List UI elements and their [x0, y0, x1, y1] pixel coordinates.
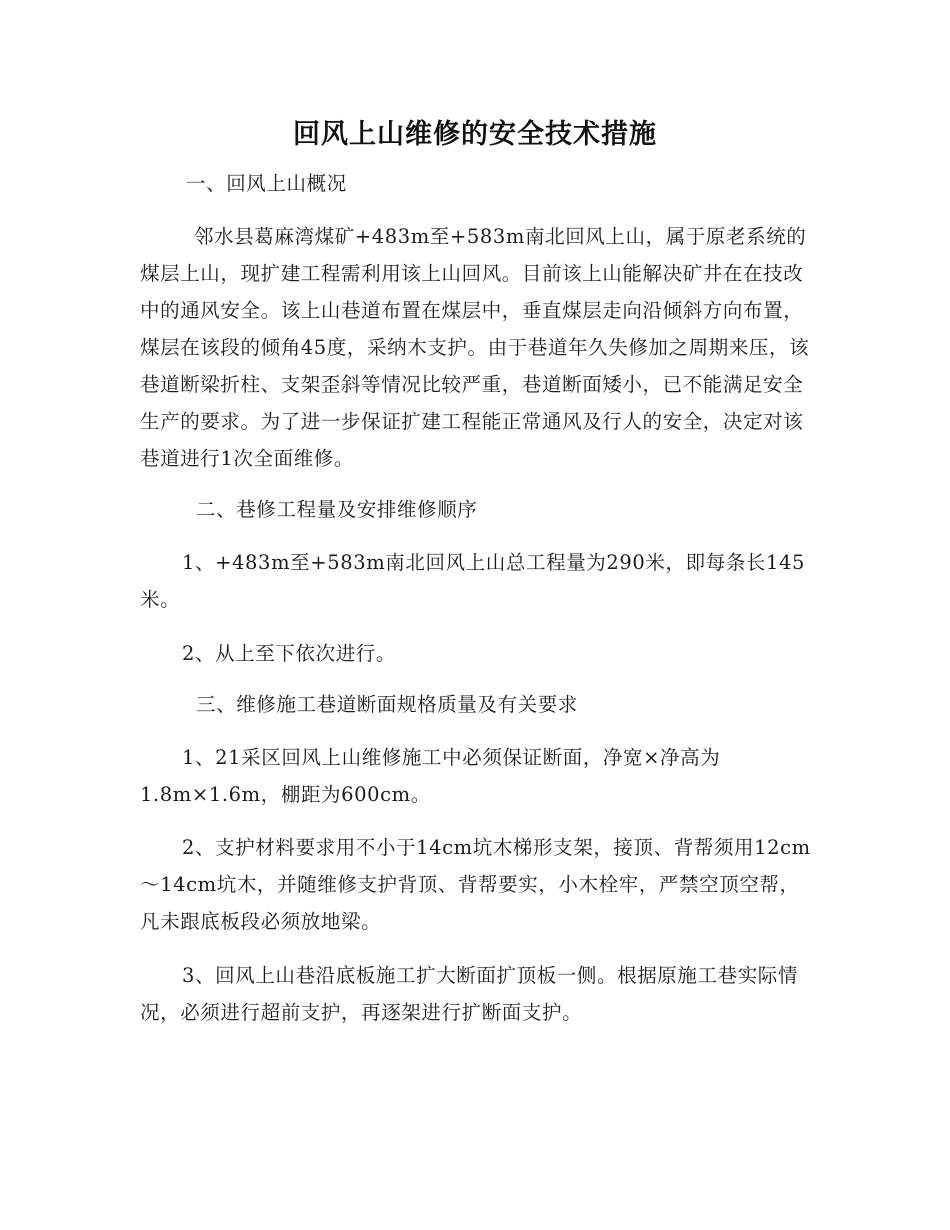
- section-3-paragraph-3: 3、回风上山巷沿底板施工扩大断面扩顶板一侧。根据原施工巷实际情况，必须进行超前支护，再逐架进行扩断面支护。: [140, 964, 799, 1024]
- document-title: 回风上山维修的安全技术措施: [293, 119, 657, 150]
- section-3-paragraph-2: 2、支护材料要求用不小于14cm坑木梯形支架，接顶、背帮须用12cm～14cm坑木，并随维修支护背顶、背帮要实，小木栓牢，严禁空顶空帮，凡未跟底板段必须放地梁。: [140, 836, 811, 933]
- section-heading-3: 三、维修施工巷道断面规格质量及有关要求: [196, 693, 578, 716]
- section-2-paragraph-1: 1、+483m至+583m南北回风上山总工程量为290米，即每条长145米。: [140, 551, 806, 611]
- section-1-paragraph-1: 邻水县葛麻湾煤矿+483m至+583m南北回风上山，属于原老系统的煤层上山，现扩建工程需利用该上山回风。目前该上山能解决矿井在在技改中的通风安全。该上山巷道布置在煤层中，垂直煤层走向沿倾斜方向布置，煤层在该段的倾角45度，采纳木支护。由于巷道年久失修加之周期来压，该巷道断梁折柱、支架歪斜等情况比较严重，巷道断面矮小，已不能满足安全生产的要求。为了进一步保证扩建工程能正常通风及行人的安全，决定对该巷道进行1次全面维修。: [140, 225, 810, 470]
- section-2-paragraph-2: 2、从上至下依次进行。: [182, 642, 397, 665]
- section-heading-1: 一、回风上山概况: [186, 172, 347, 195]
- section-3-paragraph-1: 1、21采区回风上山维修施工中必须保证断面，净宽×净高为1.8m×1.6m，棚距为600cm。: [140, 746, 721, 806]
- section-heading-2: 二、巷修工程量及安排维修顺序: [196, 498, 478, 521]
